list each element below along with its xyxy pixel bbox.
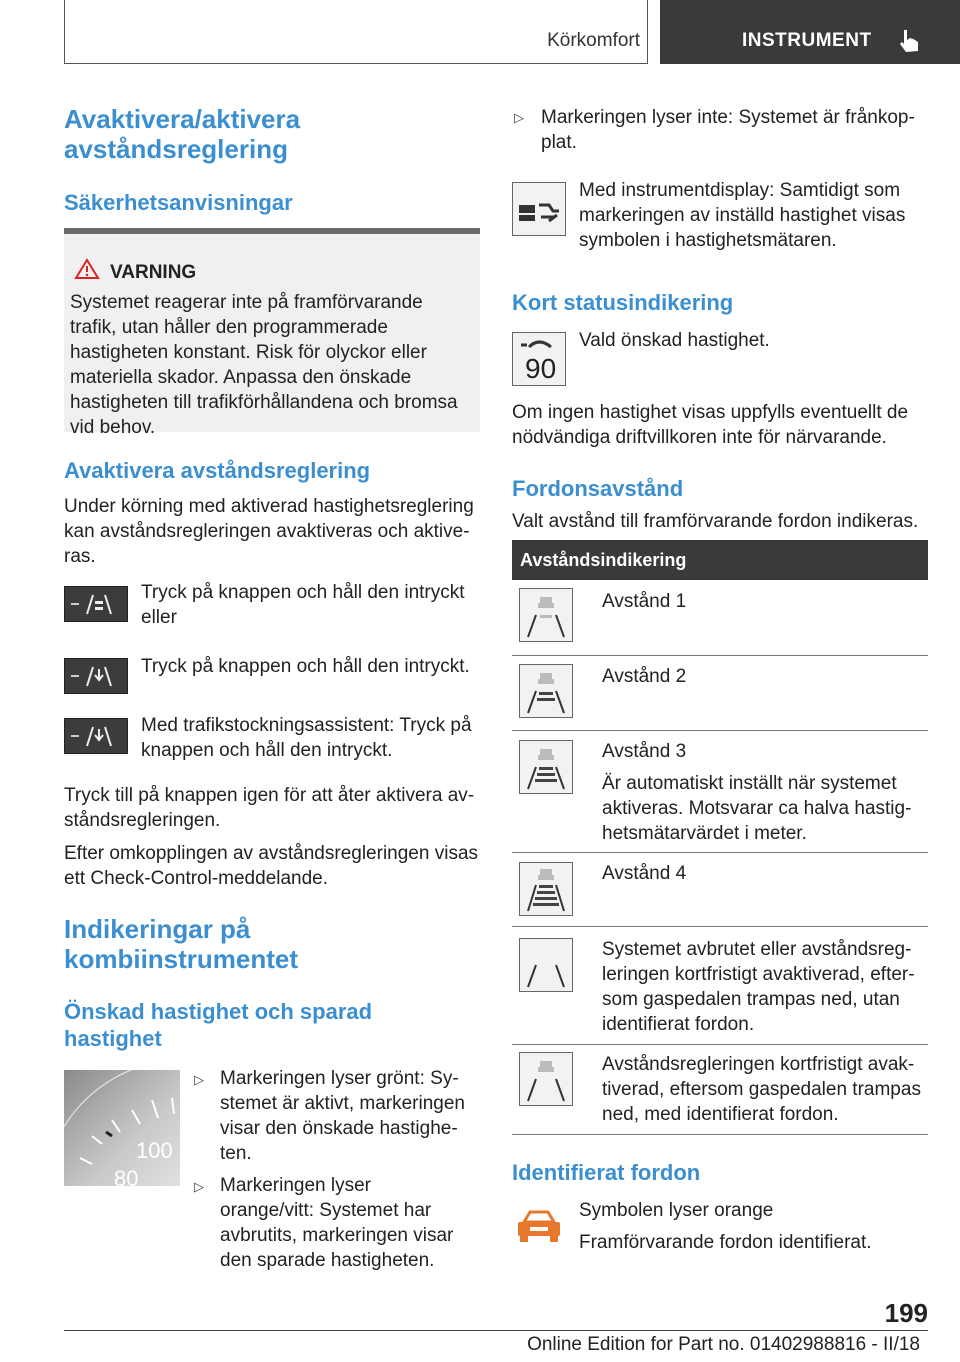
identified-line-2: Framförvarande fordon identifierat. (579, 1232, 872, 1253)
check-control-text: Efter omkopplingen av avståndsregleringen visas ett Check-Control-meddelande. (64, 843, 479, 889)
speed-setting-icon (512, 332, 566, 386)
step-3-text: Med trafikstockningsassistent: Tryck på knappen och håll den intryckt. (141, 715, 472, 761)
distance-car-only-text: Avståndsregleringen kortfristigt avaktiverad, eftersom gaspedalen trampas ned, med identifierat fordon. (602, 1054, 921, 1125)
safety-heading: Säkerhetsanvisningar (64, 190, 293, 215)
speedo-tick-80: 80 (114, 1166, 139, 1186)
vehicle-distance-heading: Fordonsavstånd (512, 476, 684, 501)
bullet-marker: ▷ (194, 1179, 204, 1194)
distance-button-icon (64, 658, 128, 694)
desired-speed-heading: Önskad hastighet och sparad hastighet (64, 999, 373, 1051)
header-chapter-tab[interactable] (660, 0, 960, 64)
header-chapter: INSTRUMENT (742, 30, 872, 51)
distance-off-icon (519, 938, 573, 992)
table-divider (512, 1134, 928, 1135)
car-orange-icon (512, 1204, 566, 1252)
step-2-text: Tryck på knappen och håll den intryckt. (141, 656, 470, 677)
table-divider (512, 852, 928, 853)
distance-off-text: Systemet avbrutet eller avståndsregleringen kortfristigt avaktiverad, eftersom gaspedalen trampas ned, utan identifierat fordon. (602, 939, 915, 1035)
distance-car-only-icon (519, 1052, 573, 1106)
distance-button-icon (64, 586, 128, 622)
short-status-heading: Kort statusindikering (512, 290, 734, 315)
indications-heading: Indikeringar på kombiinstrumentet (64, 914, 299, 974)
distance-3-extra: Är automatiskt inställt när systemet aktiveras. Motsvarar ca halva hastighetsmätarvärdet i meter. (602, 773, 912, 844)
bullet-green-text: Markeringen lyser grönt: Systemet är aktivt, markeringen visar den önskade hastigheten. (220, 1068, 465, 1164)
cruise-symbol-icon (512, 182, 566, 236)
warning-box (64, 228, 480, 438)
distance-table-header-label: Avståndsindikering (520, 550, 687, 570)
no-speed-text: Om ingen hastighet visas uppfylls eventuellt de nödvändiga driftvillkoren inte för närvarande. (512, 402, 909, 448)
footer-rule (64, 1330, 928, 1331)
table-divider (512, 1044, 928, 1045)
footer-edition: Online Edition for Part no. 01402988816 - II/18 (527, 1334, 920, 1355)
distance-2-text: Avstånd 2 (602, 666, 687, 687)
speed-setting-value: 90 (525, 353, 557, 384)
speedo-tick-100: 100 (136, 1138, 173, 1163)
table-divider (512, 926, 928, 927)
identified-line-1: Symbolen lyser orange (579, 1200, 774, 1221)
reactivate-text: Tryck till på knappen igen för att åter aktivera avståndsregleringen. (64, 785, 475, 831)
deactivate-text: Under körning med aktiverad hastighetsreglering kan avståndsregleringen avaktiveras och aktiveras. (64, 496, 474, 567)
distance-3-text: Avstånd 3 (602, 741, 687, 762)
page-title: Avaktivera/aktivera avståndsreglering (64, 104, 301, 164)
identified-heading: Identifierat fordon (512, 1160, 701, 1185)
warning-text: Systemet reagerar inte på framförvarande trafik, utan håller den programmerade hastigheten konstant. Risk för olyckor eller materiella skador. Anpassa den önskade hastigheten till trafikförhållandena och bromsa vid behov. (70, 292, 458, 438)
distance-1-text: Avstånd 1 (602, 591, 687, 612)
vehicle-distance-text: Valt avstånd till framförvarande fordon indikeras. (512, 511, 919, 532)
distance-4-icon (519, 862, 573, 916)
hand-pointer-icon (894, 26, 924, 56)
bullet-marker: ▷ (194, 1072, 204, 1087)
bullet-off-text: Markeringen lyser inte: Systemet är frånkopplat. (541, 107, 915, 153)
header-section: Körkomfort (547, 30, 640, 51)
step-1-text: Tryck på knappen och håll den intryckt eller (141, 582, 465, 628)
bullet-marker: ▷ (514, 110, 524, 125)
distance-3-icon (519, 740, 573, 794)
table-divider (512, 655, 928, 656)
distance-1-icon (519, 588, 573, 642)
table-divider (512, 730, 928, 731)
short-status-text: Vald önskad hastighet. (579, 330, 770, 351)
distance-2-icon (519, 664, 573, 718)
distance-button-icon (64, 718, 128, 754)
deactivate-heading: Avaktivera avståndsreglering (64, 458, 371, 483)
distance-table-header (512, 540, 928, 580)
bullet-orange-text: Markeringen lyser orange/vitt: Systemet har avbrutits, markeringen visar den sparade hastigheten. (220, 1175, 454, 1271)
warning-triangle-icon (74, 258, 100, 280)
warning-label: VARNING (110, 262, 197, 283)
speedometer-image (64, 1070, 180, 1186)
instrument-display-text: Med instrumentdisplay: Samtidigt som markeringen av inställd hastighet visas symbolen i hastighetsmätaren. (579, 180, 906, 251)
distance-4-text: Avstånd 4 (602, 863, 687, 884)
page-number: 199 (884, 1298, 928, 1328)
